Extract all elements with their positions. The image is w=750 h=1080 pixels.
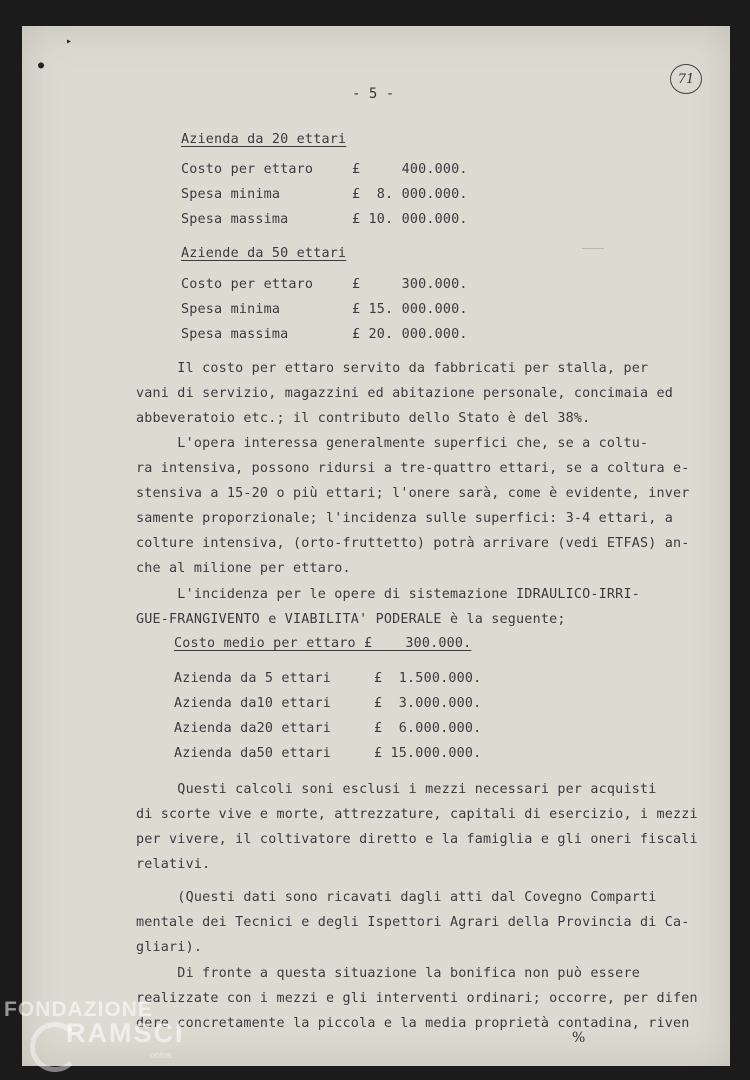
section3-row-label: Azienda da10 ettari <box>174 696 331 711</box>
para2-line: colture intensiva, (orto-fruttetto) potrà arrivare (vedi ETFAS) an- <box>136 536 690 551</box>
watermark-suffix: onlus <box>150 1050 172 1060</box>
para1-line: Il costo per ettaro servito da fabbricati per stalla, per <box>136 361 649 376</box>
section1-row-value: £ 10. 000.000. <box>352 212 468 227</box>
watermark-line2: RAMSCI <box>66 1018 185 1048</box>
section1-row-label: Spesa minima <box>181 187 281 202</box>
section3-row-label: Azienda da50 ettari <box>174 746 331 761</box>
section3-row-label: Azienda da20 ettari <box>174 721 331 736</box>
section1-row-label: Spesa massima <box>181 212 289 227</box>
section3-row-value: £ 6.000.000. <box>374 721 482 736</box>
para5-line: gliari). <box>136 940 203 955</box>
para2-line: samente proporzionale; l'incidenza sulle superfici: 3-4 ettari, a <box>136 511 674 526</box>
para6-line: Di fronte a questa situazione la bonifica non può essere <box>136 966 640 981</box>
section3-heading: Costo medio per ettaro £ 300.000. <box>174 636 472 651</box>
para5-line: mentale dei Tecnici e degli Ispettori Agrari della Provincia di Ca- <box>136 915 690 930</box>
section2-row-value: £ 15. 000.000. <box>352 302 468 317</box>
page-number: - 5 - <box>352 86 395 102</box>
para3-line: L'incidenza per le opere di sistemazione IDRAULICO-IRRI- <box>136 587 640 602</box>
section1-heading: Azienda da 20 ettari <box>181 132 347 147</box>
para4-line: Questi calcoli soni esclusi i mezzi necessari per acquisti <box>136 782 657 797</box>
para2-line: ra intensiva, possono ridursi a tre-quattro ettari, se a coltura e- <box>136 461 690 476</box>
section1-row-value: £ 400.000. <box>352 162 468 177</box>
para2-line: L'opera interessa generalmente superfici che, se a coltu- <box>136 436 649 451</box>
para1-line: vani di servizio, magazzini ed abitazione personale, concimaia ed <box>136 386 674 401</box>
archive-stamp: 71 <box>670 64 702 94</box>
para4-line: di scorte vive e morte, attrezzature, capitali di esercizio, i mezzi <box>136 807 698 822</box>
section3-row-value: £ 15.000.000. <box>374 746 482 761</box>
dot-mark: ● <box>38 60 45 71</box>
para3-line: GUE-FRANGIVENTO e VIABILITA' PODERALE è la seguente; <box>136 612 566 627</box>
section1-row-label: Costo per ettaro <box>181 162 314 177</box>
para6-line: realizzate con i mezzi e gli interventi ordinari; occorre, per difen <box>136 991 698 1006</box>
section2-row-label: Spesa massima <box>181 327 289 342</box>
para1-line: abbeveratoio etc.; il contributo dello Stato è del 38%. <box>136 411 591 426</box>
section2-row-value: £ 20. 000.000. <box>352 327 468 342</box>
para5-line: (Questi dati sono ricavati dagli atti dal Covegno Comparti <box>136 890 657 905</box>
faint-mark <box>582 248 604 249</box>
tick-mark: ▸ <box>66 36 73 47</box>
section2-heading: Aziende da 50 ettari <box>181 246 347 261</box>
handwritten-mark: % <box>572 1030 586 1046</box>
para2-line: che al milione per ettaro. <box>136 561 351 576</box>
para6-line: dere concretamente la piccola e la media proprietà contadina, riven <box>136 1016 690 1031</box>
section2-row-label: Costo per ettaro <box>181 277 314 292</box>
document-page <box>22 26 730 1066</box>
section3-row-value: £ 3.000.000. <box>374 696 482 711</box>
para4-line: relativi. <box>136 857 211 872</box>
section3-row-label: Azienda da 5 ettari <box>174 671 331 686</box>
para4-line: per vivere, il coltivatore diretto e la famiglia e gli oneri fiscali <box>136 832 698 847</box>
section3-row-value: £ 1.500.000. <box>374 671 482 686</box>
section2-row-label: Spesa minima <box>181 302 281 317</box>
watermark-line1: FONDAZIONE <box>4 998 153 1021</box>
section1-row-value: £ 8. 000.000. <box>352 187 468 202</box>
para2-line: stensiva a 15-20 o più ettari; l'onere sarà, come è evidente, inver <box>136 486 690 501</box>
section2-row-value: £ 300.000. <box>352 277 468 292</box>
